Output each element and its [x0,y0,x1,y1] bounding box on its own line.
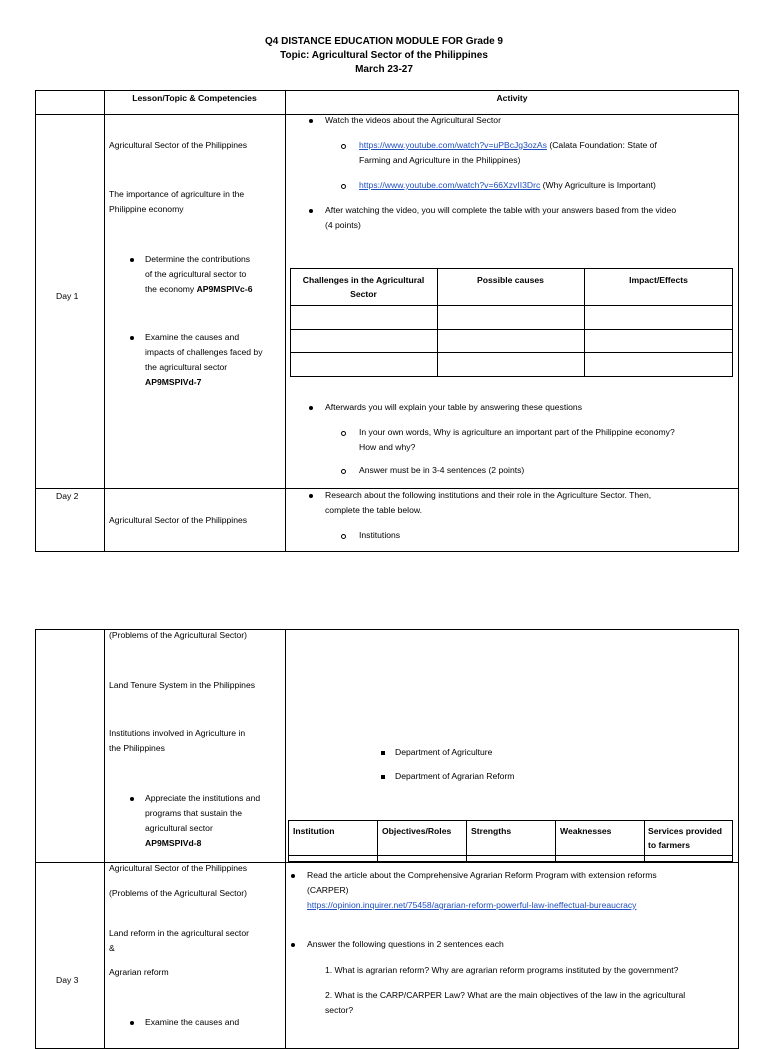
challenges-header-line-1: Challenges in the Agricultural [302,275,425,285]
competency-1-line-2: of the agricultural sector to [145,269,247,279]
competency-4-line-1: Examine the causes and [145,1017,240,1027]
day-3-problems: (Problems of the Agricultural Sector) [109,888,248,898]
square-bullet-icon [381,751,385,755]
impact-header: Impact/Effects [629,275,688,285]
land-tenure-label: Land Tenure System in the Philippines [109,680,256,690]
bullet-icon [291,874,295,878]
activity-explain: Afterwards you will explain your table by answering these questions [325,402,582,412]
inst-col-services-line-2: to farmers [648,840,691,850]
circle-bullet-icon [341,144,346,149]
inst-col-institution: Institution [293,826,335,836]
video-1-line: https://www.youtube.com/watch?v=uPBcJg3ozAs (Calata Foundation: State of [359,140,657,150]
challenges-header-line-2: Sector [350,289,377,299]
activity-after-line-2: (4 points) [325,220,361,230]
day-2-activity-line-1: Research about the following institutions and their role in the Agriculture Sector. Then, [325,490,652,500]
bullet-icon [309,494,313,498]
land-reform-label: Land reform in the agricultural sector [109,928,249,938]
competency-3-line-1: Appreciate the institutions and [145,793,261,803]
video-1-note: Farming and Agriculture in the Philippines) [359,155,521,165]
day-2-label: Day 2 [56,491,79,501]
square-bullet-icon [381,775,385,779]
competency-2-code: AP9MSPIVd-7 [145,377,202,387]
topic-title: Topic: Agricultural Sector of the Philippines [280,50,488,61]
question-1-line-2: How and why? [359,442,416,452]
day-3-question-2-line-1: 2. What is the CARP/CARPER Law? What are the main objectives of the law in the agricultural [325,990,686,1000]
bullet-icon [309,209,313,213]
video-link-2[interactable]: https://www.youtube.com/watch?v=66XzvII3Drc [359,180,541,190]
bullet-icon [130,1021,134,1025]
bullet-icon [309,406,313,410]
bullet-icon [130,336,134,340]
competency-2-line-3: the agricultural sector [145,362,228,372]
circle-bullet-icon [341,431,346,436]
col-header-activity: Activity [496,93,528,103]
day-3-question-2-line-2: sector? [325,1005,354,1015]
activity-watch: Watch the videos about the Agricultural Sector [325,115,501,125]
day-2-activity-line-2: complete the table below. [325,505,422,515]
dept-agrarian-reform: Department of Agrarian Reform [395,771,515,781]
day-3-label: Day 3 [56,975,79,985]
competency-2-line-1: Examine the causes and [145,332,240,342]
carper-article-link[interactable]: https://opinion.inquirer.net/75458/agrarian-reform-powerful-law-ineffectual-bureaucracy [307,900,637,910]
dept-agriculture: Department of Agriculture [395,747,493,757]
institutions-line-2: the Philippines [109,743,165,753]
competency-2-line-2: impacts of challenges faced by [145,347,263,357]
causes-header: Possible causes [477,275,544,285]
competency-1-code: AP9MSPIVc-6 [196,284,253,294]
date-range: March 23-27 [355,64,413,75]
inst-col-services-line-1: Services provided [648,826,723,836]
inst-col-strengths: Strengths [471,826,512,836]
bullet-icon [130,258,134,262]
activity-after-line-1: After watching the video, you will complete the table with your answers based from the video [325,205,677,215]
day-3-answer-instruction: Answer the following questions in 2 sentences each [307,939,504,949]
bullet-icon [309,119,313,123]
competency-3-line-2: programs that sustain the [145,808,242,818]
circle-bullet-icon [341,469,346,474]
question-1-line-1: In your own words, Why is agriculture an important part of the Philippine economy? [359,427,675,437]
video-2-line: https://www.youtube.com/watch?v=66XzvII3Drc (Why Agriculture is Important) [359,180,656,190]
video-link-1[interactable]: https://www.youtube.com/watch?v=uPBcJg3ozAs [359,140,547,150]
competency-1-line-1: Determine the contributions [145,254,251,264]
day-2-lesson-title: Agricultural Sector of the Philippines [109,515,248,525]
agrarian-reform-label: Agrarian reform [109,967,169,977]
day-3-read-line-2: (CARPER) [307,885,349,895]
importance-line-2: Philippine economy [109,204,184,214]
competency-1-line-3: the economy AP9MSPIVc-6 [145,284,253,294]
competency-3-line-3: agricultural sector [145,823,213,833]
day-3-title: Agricultural Sector of the Philippines [109,863,248,873]
bullet-icon [291,943,295,947]
ampersand: & [109,943,115,953]
question-2: Answer must be in 3-4 sentences (2 points) [359,465,525,475]
inst-col-weaknesses: Weaknesses [560,826,612,836]
institutions-line-1: Institutions involved in Agriculture in [109,728,246,738]
col-header-lesson: Lesson/Topic & Competencies [132,93,257,103]
competency-3-code: AP9MSPIVd-8 [145,838,202,848]
problems-label: (Problems of the Agricultural Sector) [109,630,248,640]
day-3-read-line-1: Read the article about the Comprehensive Agrarian Reform Program with extension reforms [307,870,657,880]
day-3-question-1: 1. What is agrarian reform? Why are agrarian reform programs instituted by the government? [325,965,679,975]
circle-bullet-icon [341,534,346,539]
importance-line-1: The importance of agriculture in the [109,189,245,199]
circle-bullet-icon [341,184,346,189]
module-title: Q4 DISTANCE EDUCATION MODULE FOR Grade 9 [265,36,503,47]
day-1-label: Day 1 [56,291,79,301]
inst-col-objectives: Objectives/Roles [382,826,452,836]
bullet-icon [130,797,134,801]
institutions-label: Institutions [359,530,401,540]
lesson-title: Agricultural Sector of the Philippines [109,140,248,150]
